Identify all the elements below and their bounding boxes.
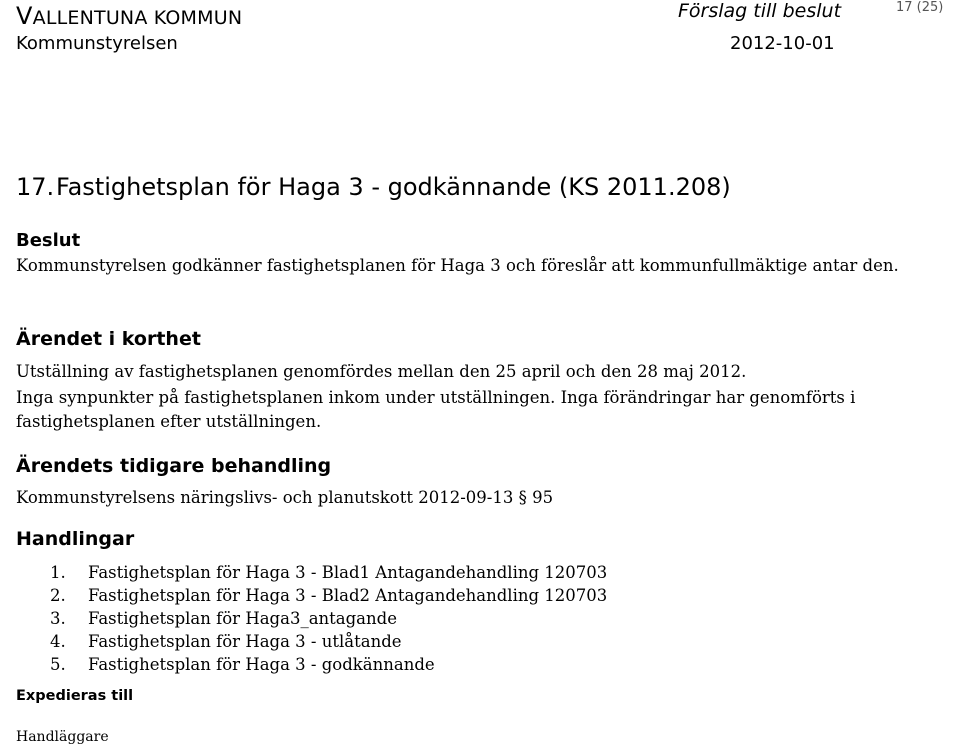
department: Kommunstyrelsen [16,33,178,54]
document-date: 2012-10-01 [730,33,835,54]
tidigare-heading: Ärendets tidigare behandling [16,455,332,477]
list-item [50,630,607,653]
beslut-text: Kommunstyrelsen godkänner fastighetsplanen för Haga 3 och föreslår att kommunfullmäktige antar den. [16,256,899,275]
section-title [16,173,731,201]
list-item-number: 2. [50,586,66,605]
section-title-text: Fastighetsplan för Haga 3 - godkännande (KS 2011.208) [56,173,731,201]
list-item-text: Fastighetsplan för Haga 3 - godkännande [88,655,435,674]
page-number: 17 (25) [896,0,944,15]
list-item-text: Fastighetsplan för Haga 3 - Blad1 Antagandehandling 120703 [88,563,608,582]
list-item-number: 5. [50,655,66,674]
expedieras-first: Handläggare [16,729,109,745]
tidigare-text: Kommunstyrelsens näringslivs- och planutskott 2012-09-13 § 95 [16,488,554,507]
korthet-line1: Utställning av fastighetsplanen genomfördes mellan den 25 april och den 28 maj 2012. [16,362,747,381]
org-rest: ALLENTUNA KOMMUN [32,7,243,29]
list-item [50,607,607,630]
list-item-number: 4. [50,632,66,651]
list-item [50,653,607,676]
section-number: 17. [16,173,55,201]
list-item [50,584,607,607]
handlingar-heading: Handlingar [16,528,135,550]
list-item-number: 1. [50,563,66,582]
organization-name [16,2,242,30]
list-item-text: Fastighetsplan för Haga 3 - Blad2 Antagandehandling 120703 [88,586,608,605]
org-initial: V [16,2,33,30]
korthet-line2: Inga synpunkter på fastighetsplanen inkom under utställningen. Inga förändringar har genomförts i fastighetsplanen efter utställningen. [16,388,856,431]
document-type: Förslag till beslut [678,0,842,22]
list-item [50,561,607,584]
list-item-text: Fastighetsplan för Haga3_antagande [88,609,397,628]
korthet-heading: Ärendet i korthet [16,328,201,350]
list-item-text: Fastighetsplan för Haga 3 - utlåtande [88,632,402,651]
beslut-heading: Beslut [16,230,81,251]
list-item-number: 3. [50,609,66,628]
expedieras-heading: Expedieras till [16,688,134,704]
handlingar-list [50,561,607,676]
